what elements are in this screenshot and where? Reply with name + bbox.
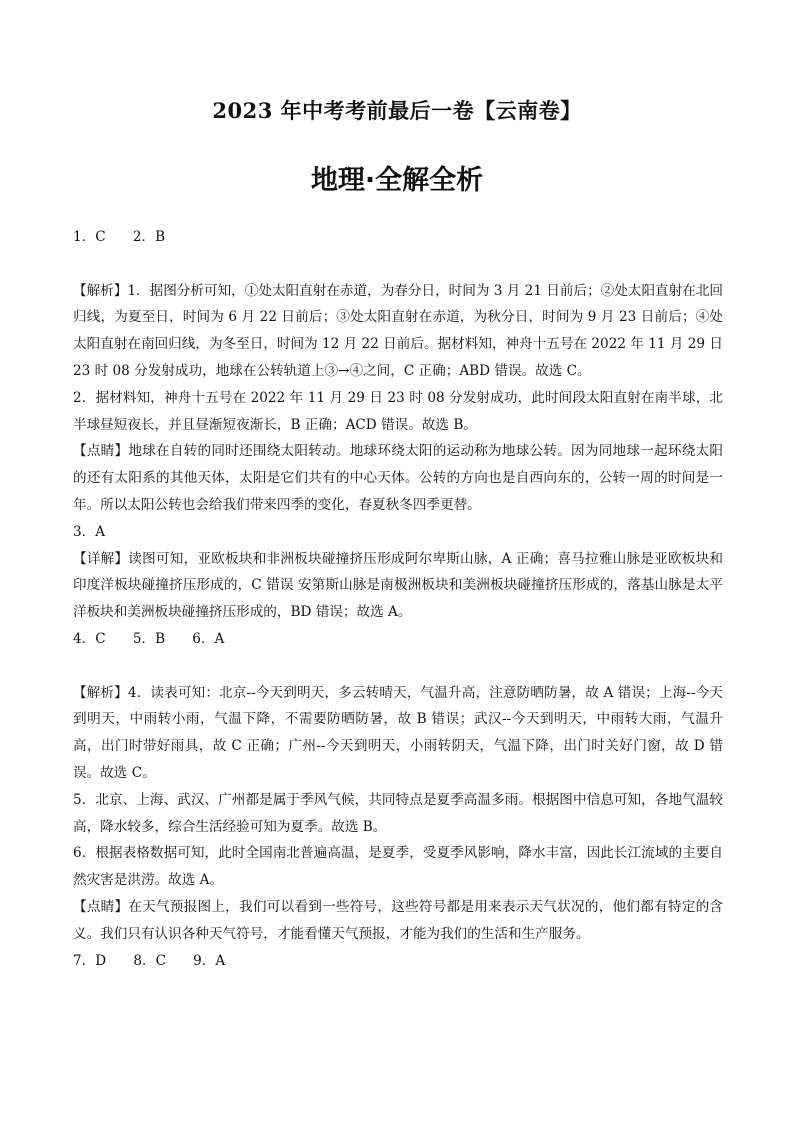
answer-key-4-6: 4．C 5．B 6．A xyxy=(73,630,225,647)
analysis-q4: 【解析】4．读表可知：北京--今天到明天，多云转晴天，气温升高，注意防晒防暑，故 A 错误；上海--今天到明天，中雨转小雨，气温下降，不需要防晒防暑，故 B 错误；武汉--今天到明天，中雨转大雨，气温升高，出门时带好雨具，故 C 正确；广州--今天到明天，小雨转阴天，气温下降，出门时关好门窗，故 D 错误。故选 C。 xyxy=(73,684,723,781)
analysis-q2: 2．据材料知，神舟十五号在 2022 年 11 月 29 日 23 时 08 分发射成功，此时间段太阳直射在南半球，北半球昼短夜长，并且昼渐短夜渐长，B 正确；ACD 错误。故选 B。 xyxy=(73,389,723,433)
analysis-q6: 6．根据表格数据可知，此时全国南北普遍高温，是夏季，受夏季风影响，降水丰富，因此长江流域的主要自然灾害是洪涝。故选 A。 xyxy=(73,845,723,889)
detail-q3: 【详解】读图可知，亚欧板块和非洲板块碰撞挤压形成阿尔卑斯山脉，A 正确；喜马拉雅山脉是亚欧板块和印度洋板块碰撞挤压形成的，C 错误 安第斯山脉是南极洲板块和美洲板块碰撞挤压形成的，落基山脉是太平洋板块和美洲板块碰撞挤压形成的，BD 错误；故选 A。 xyxy=(73,550,723,621)
spacer xyxy=(73,653,723,680)
answer-key-3: 3．A xyxy=(73,523,106,540)
analysis-q5: 5．北京、上海、武汉、广州都是属于季风气候，共同特点是夏季高温多雨。根据图中信息可知，各地气温较高，降水较多，综合生活经验可知为夏季。故选 B。 xyxy=(73,791,723,835)
exam-title: 2023 年中考考前最后一卷【云南卷】 xyxy=(212,98,582,123)
answer-explanations xyxy=(73,224,723,974)
answer-key-7-9: 7．D 8．C 9．A xyxy=(73,952,226,969)
answer-key-1-2: 1．C 2．B xyxy=(73,229,166,245)
tip-q4-6: 【点睛】在天气预报图上，我们可以看到一些符号，这些符号都是用来表示天气状况的，他们都有特定的含义。我们只有认识各种天气符号，才能看懂天气预报，才能为我们的生活和生产服务。 xyxy=(73,898,723,942)
spacer xyxy=(73,251,723,278)
subject-title: 地理·全解全析 xyxy=(310,165,484,196)
tip-q1-2: 【点睛】地球在自转的同时还围绕太阳转动。地球环绕太阳的运动称为地球公转。因为同地球一起环绕太阳的还有太阳系的其他天体，太阳是它们共有的中心天体。公转的方向也是自西向东的，公转一周的时间是一年。所以太阳公转也会给我们带来四季的变化，春夏秋冬四季更替。 xyxy=(73,443,723,513)
analysis-q1: 【解析】1．据图分析可知，①处太阳直射在赤道，为春分日，时间为 3 月 21 日前后；②处太阳直射在北回归线，为夏至日，时间为 6 月 22 日前后；③处太阳直射在赤道，为秋分日，时间为 9 月 23 日前后；④处太阳直射在南回归线，为冬至日，时间为 12 月 22 日前后。据材料知，神舟十五号在 2022 年 11 月 29 日 23 时 08 分发射成功，地球在公转轨道上③→④之间，C 正确；ABD 错误。故选 C。 xyxy=(73,282,724,379)
